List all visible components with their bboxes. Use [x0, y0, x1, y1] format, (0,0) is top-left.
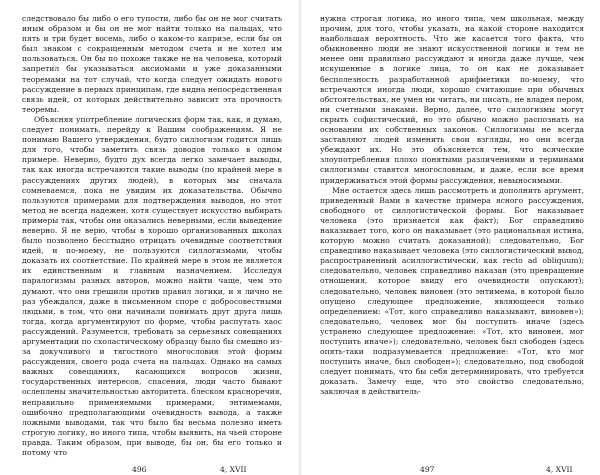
- left-paragraph-1: следствовало бы либо о его тупости, либо бы он не мог считать иным образом и бы он не мог найти только на пальцах, что пять и три будет восемь, либо о каком-то капризе, если бы он был знаком с сокращенным методом счета и не хотел им пользоваться. Он бы по похоже также не на человека, который запретил бы указываться аксиомами и уже доказанными теоремами на тот случай, что когда следует ожидать нового рассуждение в первых принципам, где видна непосредственная связь идей, от которых действительно зависит эта прочность теоремы.: [22, 14, 282, 114]
- right-paragraph-1: нужна строгая логика, но иного типа, чем школьная, между прочим, для того, чтобы указать, на какой стороне находится наибольшая вероятность. Что же касается того факта, что обыкновенно люди не знают искусственной логики и тем не менее они правильно рассуждают и иногда даже лучше, чем искушенные в логике лица, то он как не доказывает бесполезность разработанной арифметики по-моему, что встречаются иногда люди, хорошо считающие при обычных обстоятельствах, не умея ни читать, ни писать, не владея пером, ни счетными знаками. Верно, далее, что силлогизмы могут скрыть софистический, но это обычно можно распознать на основании их собственных законов. Силлогизмы не всегда заставляют людей изменить свои взгляды, но они всегда убеждают их. Но это объясняется тем, что всяческие злоупотребления плохо понятыми различениями и терминами силлогизмы ставятся многословным, и даже, если все время придерживаться этой формы рассуждения, невыносимыми.: [320, 14, 584, 185]
- right-paragraph-2: Мне остается здесь лишь рассмотреть и дополнить аргумент, приведенный Вами в качестве примера ясного рассуждения, свободного от силлогистической формы. Бог наказывает человека (это признается как факт); Бог справедливо наказывает того, кого он наказывает (это рациональная истина, которую можно считать доказанной); следовательно, Бог справедливо наказывает человека (это силлогистический вывод, распространенный асиллогистически, как recto ad obliquum); следовательно, человек справедливо наказан (это превращение отношения, которое ввиду его очевидности опускают); следовательно, человек виновен (это энтимема, в которой было опущено следующее предложение, являющееся только определением: «Тот, кого справедливо наказывают, виновен»); следовательно, человек мог бы поступить иначе (здесь устранено следующее предложение: «Тот, кто виновен, мог поступить иначе»); следовательно, человек был свободен (здесь опять-таки подразумевается предложение: «Тот, кто мог поступить иначе, был свободен»); следовательно, под свободой следует понимать, что бы себя детерминировать, что требуется доказать. Замечу еще, что это свойство следовательно, заключая в действитель-: [320, 185, 584, 397]
- right-page-text: [320, 14, 584, 398]
- page-number: 497: [420, 465, 435, 474]
- right-page: [300, 0, 600, 475]
- left-page-text: [22, 14, 282, 458]
- chapter-reference: 4, XVII: [220, 465, 247, 474]
- page-number: 496: [132, 465, 147, 474]
- left-paragraph-2: Объясняя употребление логических форм так, как, я думаю, следует понимать, перейду к Вашим соображениям. Я не понимаю Вашего утверждения, будто силлогизм годится лишь для того, чтобы заметить связь доводов только в одном примере. Неверно, будто дух всегда легко замечает выводы, так как иногда встречаются такие выводы (по крайней мере в рассуждениях других людей), в которых мы сначала сомневаемся, пока не увидим их доказательства. Обычно пользуются примерами для подтверждения выводов, но этот метод не всегда надежен, хотя существует искусство выбирать примеры так, чтобы они оказались неверными, если выведение неверно. Я не верю, чтобы в хорошо организованных школах было позволено бесстыдно отрицать очевидные соответствия идей, и по-моему, не пользуются силлогизмами, чтобы доказать их соответствие. По крайней мере в этом не является их единственным и главным назначением. Исследуя паралогизмы разных авторов, можно найти чаще, чем это думают, что они грешили против правил логики, и я лично не раз убеждался, даже в письменном споре с добросовестными людьми, в том, что они начинали понимать друг друга лишь тогда, когда аргументируют по форме, чтобы распутать хаос рассуждений. Разумеется, требовать за серьезных совещаниях аргументации по схоластическому образцу было бы смешно из-за докучливого и тягостного многословия этой формы рассуждения, своего рода счета на пальцах. Однако на самых важных совещаниях, касающихся вопросов жизни, государственных интересов, спасения, люди часто бывают ослеплены значительностью авторитета. блеском красноречия, неправильно применяемыми примерами, энтимемами, ошибочно предполагающими очевидность вывода, а также ложными выводами, так что было бы весьма полезно иметь строгую логику, но иного типа, чтобы выявить, на чьей стороне правда. Таким образом, при выводе, бы он, бы его только и потому что: [22, 114, 282, 458]
- chapter-reference: 4, XVII: [546, 465, 573, 474]
